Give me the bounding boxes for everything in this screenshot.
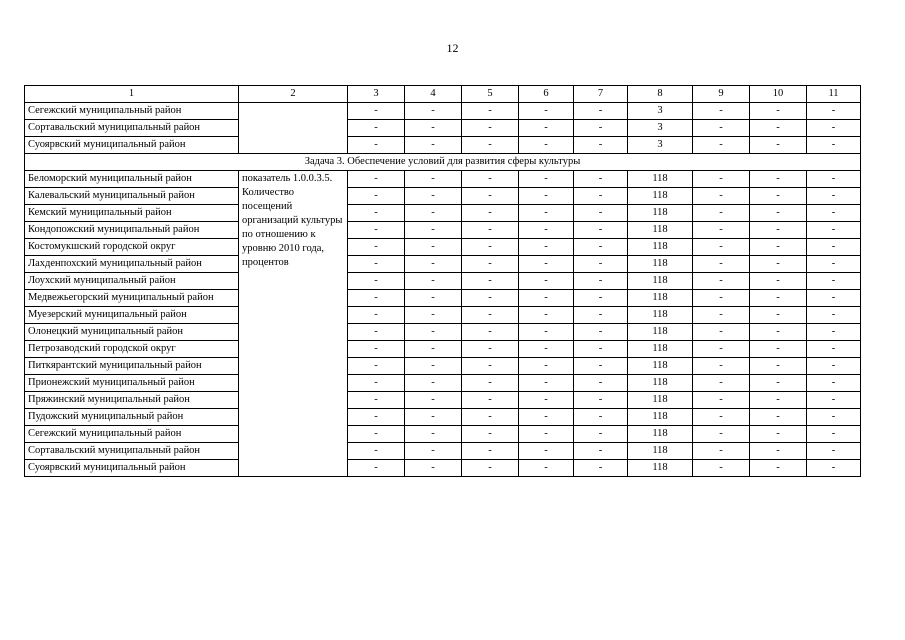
value-cell-8: 118 — [628, 409, 693, 426]
value-cell-5: - — [462, 222, 519, 239]
district-name: Пряжинский муниципальный район — [25, 392, 239, 409]
value-cell-5: - — [462, 426, 519, 443]
value-cell-10: - — [750, 222, 807, 239]
value-cell-4: - — [405, 307, 462, 324]
table-body — [25, 86, 861, 477]
value-cell-6: - — [519, 341, 574, 358]
district-name: Кемский муниципальный район — [25, 205, 239, 222]
table-row — [25, 239, 861, 256]
table-row — [25, 375, 861, 392]
value-cell-9: - — [693, 426, 750, 443]
value-cell-5: - — [462, 239, 519, 256]
value-cell-11: - — [807, 120, 861, 137]
value-cell-8: 118 — [628, 443, 693, 460]
value-cell-7: - — [574, 137, 628, 154]
table-row — [25, 426, 861, 443]
value-cell-4: - — [405, 375, 462, 392]
value-cell-3: - — [348, 409, 405, 426]
value-cell-8: 118 — [628, 273, 693, 290]
value-cell-9: - — [693, 341, 750, 358]
value-cell-3: - — [348, 120, 405, 137]
value-cell-5: - — [462, 341, 519, 358]
value-cell-10: - — [750, 460, 807, 477]
district-name: Муезерский муниципальный район — [25, 307, 239, 324]
value-cell-9: - — [693, 358, 750, 375]
table-row — [25, 392, 861, 409]
value-cell-8: 118 — [628, 239, 693, 256]
value-cell-9: - — [693, 171, 750, 188]
value-cell-7: - — [574, 358, 628, 375]
task-title: Задача 3. Обеспечение условий для развития сферы культуры — [25, 154, 861, 171]
value-cell-3: - — [348, 205, 405, 222]
column-header-11: 11 — [807, 86, 861, 103]
value-cell-11: - — [807, 324, 861, 341]
value-cell-8: 118 — [628, 426, 693, 443]
value-cell-8: 3 — [628, 103, 693, 120]
value-cell-7: - — [574, 460, 628, 477]
value-cell-10: - — [750, 205, 807, 222]
value-cell-7: - — [574, 409, 628, 426]
value-cell-11: - — [807, 392, 861, 409]
value-cell-4: - — [405, 358, 462, 375]
table-row — [25, 307, 861, 324]
table-row — [25, 103, 861, 120]
value-cell-3: - — [348, 256, 405, 273]
table-row — [25, 256, 861, 273]
value-cell-8: 118 — [628, 290, 693, 307]
indicator-cell-empty — [239, 103, 348, 154]
value-cell-6: - — [519, 426, 574, 443]
value-cell-10: - — [750, 443, 807, 460]
value-cell-9: - — [693, 392, 750, 409]
value-cell-6: - — [519, 324, 574, 341]
value-cell-10: - — [750, 290, 807, 307]
value-cell-7: - — [574, 256, 628, 273]
value-cell-6: - — [519, 375, 574, 392]
value-cell-4: - — [405, 443, 462, 460]
table-row — [25, 137, 861, 154]
value-cell-8: 118 — [628, 460, 693, 477]
value-cell-3: - — [348, 443, 405, 460]
value-cell-9: - — [693, 205, 750, 222]
value-cell-8: 118 — [628, 375, 693, 392]
page-number: 12 — [446, 41, 459, 55]
value-cell-10: - — [750, 256, 807, 273]
value-cell-3: - — [348, 137, 405, 154]
value-cell-7: - — [574, 239, 628, 256]
table-row — [25, 273, 861, 290]
value-cell-5: - — [462, 375, 519, 392]
value-cell-11: - — [807, 358, 861, 375]
value-cell-11: - — [807, 188, 861, 205]
value-cell-9: - — [693, 103, 750, 120]
district-name: Медвежьегорский муниципальный район — [25, 290, 239, 307]
value-cell-3: - — [348, 307, 405, 324]
district-name: Сортавальский муниципальный район — [25, 443, 239, 460]
value-cell-5: - — [462, 443, 519, 460]
table-row — [25, 222, 861, 239]
column-header-4: 4 — [405, 86, 462, 103]
value-cell-10: - — [750, 120, 807, 137]
value-cell-4: - — [405, 103, 462, 120]
value-cell-9: - — [693, 443, 750, 460]
value-cell-10: - — [750, 375, 807, 392]
value-cell-10: - — [750, 188, 807, 205]
table-row — [25, 358, 861, 375]
value-cell-7: - — [574, 120, 628, 137]
value-cell-9: - — [693, 239, 750, 256]
table-row — [25, 324, 861, 341]
value-cell-3: - — [348, 290, 405, 307]
value-cell-10: - — [750, 392, 807, 409]
value-cell-7: - — [574, 324, 628, 341]
column-header-6: 6 — [519, 86, 574, 103]
value-cell-3: - — [348, 273, 405, 290]
value-cell-9: - — [693, 324, 750, 341]
value-cell-3: - — [348, 426, 405, 443]
value-cell-8: 118 — [628, 307, 693, 324]
value-cell-4: - — [405, 409, 462, 426]
value-cell-6: - — [519, 239, 574, 256]
district-name: Лоухский муниципальный район — [25, 273, 239, 290]
indicator-table — [24, 85, 861, 477]
table-row — [25, 290, 861, 307]
value-cell-6: - — [519, 290, 574, 307]
value-cell-4: - — [405, 222, 462, 239]
value-cell-9: - — [693, 188, 750, 205]
value-cell-4: - — [405, 171, 462, 188]
column-header-7: 7 — [574, 86, 628, 103]
value-cell-4: - — [405, 137, 462, 154]
table-row — [25, 171, 861, 188]
column-header-5: 5 — [462, 86, 519, 103]
value-cell-11: - — [807, 205, 861, 222]
value-cell-11: - — [807, 426, 861, 443]
value-cell-10: - — [750, 137, 807, 154]
value-cell-9: - — [693, 409, 750, 426]
table-row — [25, 460, 861, 477]
value-cell-3: - — [348, 103, 405, 120]
district-name: Лахденпохский муниципальный район — [25, 256, 239, 273]
value-cell-10: - — [750, 358, 807, 375]
value-cell-4: - — [405, 290, 462, 307]
value-cell-7: - — [574, 103, 628, 120]
value-cell-4: - — [405, 239, 462, 256]
district-name: Калевальский муниципальный район — [25, 188, 239, 205]
district-name: Сегежский муниципальный район — [25, 426, 239, 443]
value-cell-10: - — [750, 239, 807, 256]
value-cell-5: - — [462, 358, 519, 375]
value-cell-8: 118 — [628, 358, 693, 375]
value-cell-11: - — [807, 375, 861, 392]
value-cell-6: - — [519, 358, 574, 375]
indicator-cell — [239, 171, 348, 477]
value-cell-10: - — [750, 307, 807, 324]
value-cell-9: - — [693, 222, 750, 239]
value-cell-7: - — [574, 290, 628, 307]
value-cell-6: - — [519, 205, 574, 222]
value-cell-5: - — [462, 273, 519, 290]
value-cell-6: - — [519, 222, 574, 239]
value-cell-7: - — [574, 307, 628, 324]
district-name: Суоярвский муниципальный район — [25, 460, 239, 477]
value-cell-10: - — [750, 341, 807, 358]
value-cell-8: 118 — [628, 188, 693, 205]
value-cell-11: - — [807, 273, 861, 290]
value-cell-7: - — [574, 341, 628, 358]
value-cell-10: - — [750, 409, 807, 426]
value-cell-4: - — [405, 273, 462, 290]
district-name: Олонецкий муниципальный район — [25, 324, 239, 341]
task-row — [25, 154, 861, 171]
value-cell-4: - — [405, 392, 462, 409]
value-cell-7: - — [574, 188, 628, 205]
table-row — [25, 409, 861, 426]
value-cell-5: - — [462, 256, 519, 273]
table-row — [25, 341, 861, 358]
district-name: Суоярвский муниципальный район — [25, 137, 239, 154]
value-cell-11: - — [807, 222, 861, 239]
value-cell-7: - — [574, 392, 628, 409]
value-cell-11: - — [807, 460, 861, 477]
column-header-8: 8 — [628, 86, 693, 103]
column-header-9: 9 — [693, 86, 750, 103]
value-cell-8: 118 — [628, 222, 693, 239]
value-cell-10: - — [750, 426, 807, 443]
value-cell-9: - — [693, 460, 750, 477]
value-cell-5: - — [462, 460, 519, 477]
value-cell-7: - — [574, 443, 628, 460]
value-cell-4: - — [405, 324, 462, 341]
value-cell-4: - — [405, 341, 462, 358]
value-cell-5: - — [462, 392, 519, 409]
value-cell-4: - — [405, 120, 462, 137]
value-cell-8: 118 — [628, 324, 693, 341]
value-cell-3: - — [348, 171, 405, 188]
value-cell-9: - — [693, 375, 750, 392]
column-header-3: 3 — [348, 86, 405, 103]
value-cell-7: - — [574, 426, 628, 443]
value-cell-9: - — [693, 290, 750, 307]
value-cell-4: - — [405, 256, 462, 273]
value-cell-11: - — [807, 137, 861, 154]
table-row — [25, 205, 861, 222]
value-cell-6: - — [519, 307, 574, 324]
value-cell-3: - — [348, 392, 405, 409]
value-cell-6: - — [519, 392, 574, 409]
header-row — [25, 86, 861, 103]
value-cell-10: - — [750, 273, 807, 290]
district-name: Петрозаводский городской округ — [25, 341, 239, 358]
value-cell-6: - — [519, 443, 574, 460]
value-cell-5: - — [462, 171, 519, 188]
column-header-2: 2 — [239, 86, 348, 103]
value-cell-11: - — [807, 307, 861, 324]
value-cell-4: - — [405, 188, 462, 205]
district-name: Сегежский муниципальный район — [25, 103, 239, 120]
value-cell-5: - — [462, 324, 519, 341]
table-row — [25, 188, 861, 205]
value-cell-3: - — [348, 460, 405, 477]
district-name: Беломорский муниципальный район — [25, 171, 239, 188]
value-cell-8: 118 — [628, 256, 693, 273]
value-cell-7: - — [574, 205, 628, 222]
indicator-text: показатель 1.0.0.3.5. Количество посещений организаций культуры по отношению к уровню 2010 года, процентов — [242, 173, 343, 268]
value-cell-3: - — [348, 324, 405, 341]
value-cell-11: - — [807, 256, 861, 273]
table-row — [25, 443, 861, 460]
district-name: Костомукшский городской округ — [25, 239, 239, 256]
value-cell-6: - — [519, 120, 574, 137]
value-cell-6: - — [519, 103, 574, 120]
district-name: Пудожский муниципальный район — [25, 409, 239, 426]
value-cell-8: 118 — [628, 171, 693, 188]
district-name: Кондопожский муниципальный район — [25, 222, 239, 239]
value-cell-6: - — [519, 460, 574, 477]
value-cell-9: - — [693, 307, 750, 324]
value-cell-3: - — [348, 188, 405, 205]
value-cell-4: - — [405, 205, 462, 222]
value-cell-11: - — [807, 290, 861, 307]
value-cell-10: - — [750, 171, 807, 188]
value-cell-9: - — [693, 120, 750, 137]
value-cell-5: - — [462, 120, 519, 137]
value-cell-11: - — [807, 443, 861, 460]
value-cell-11: - — [807, 341, 861, 358]
value-cell-5: - — [462, 188, 519, 205]
value-cell-6: - — [519, 137, 574, 154]
value-cell-4: - — [405, 426, 462, 443]
value-cell-7: - — [574, 273, 628, 290]
table-row — [25, 120, 861, 137]
column-header-10: 10 — [750, 86, 807, 103]
value-cell-5: - — [462, 307, 519, 324]
value-cell-7: - — [574, 171, 628, 188]
value-cell-6: - — [519, 188, 574, 205]
value-cell-4: - — [405, 460, 462, 477]
value-cell-11: - — [807, 171, 861, 188]
value-cell-5: - — [462, 137, 519, 154]
value-cell-3: - — [348, 358, 405, 375]
value-cell-5: - — [462, 409, 519, 426]
value-cell-8: 3 — [628, 120, 693, 137]
value-cell-3: - — [348, 239, 405, 256]
column-header-1: 1 — [25, 86, 239, 103]
value-cell-3: - — [348, 222, 405, 239]
district-name: Сортавальский муниципальный район — [25, 120, 239, 137]
value-cell-11: - — [807, 239, 861, 256]
value-cell-6: - — [519, 273, 574, 290]
value-cell-9: - — [693, 137, 750, 154]
value-cell-8: 118 — [628, 392, 693, 409]
value-cell-6: - — [519, 409, 574, 426]
district-name: Прионежский муниципальный район — [25, 375, 239, 392]
value-cell-11: - — [807, 409, 861, 426]
value-cell-8: 118 — [628, 341, 693, 358]
value-cell-3: - — [348, 375, 405, 392]
value-cell-11: - — [807, 103, 861, 120]
value-cell-10: - — [750, 103, 807, 120]
value-cell-9: - — [693, 273, 750, 290]
value-cell-8: 3 — [628, 137, 693, 154]
district-name: Питкярантский муниципальный район — [25, 358, 239, 375]
value-cell-7: - — [574, 222, 628, 239]
value-cell-3: - — [348, 341, 405, 358]
value-cell-6: - — [519, 256, 574, 273]
value-cell-9: - — [693, 256, 750, 273]
value-cell-7: - — [574, 375, 628, 392]
value-cell-8: 118 — [628, 205, 693, 222]
value-cell-5: - — [462, 103, 519, 120]
value-cell-10: - — [750, 324, 807, 341]
value-cell-6: - — [519, 171, 574, 188]
value-cell-5: - — [462, 290, 519, 307]
value-cell-5: - — [462, 205, 519, 222]
